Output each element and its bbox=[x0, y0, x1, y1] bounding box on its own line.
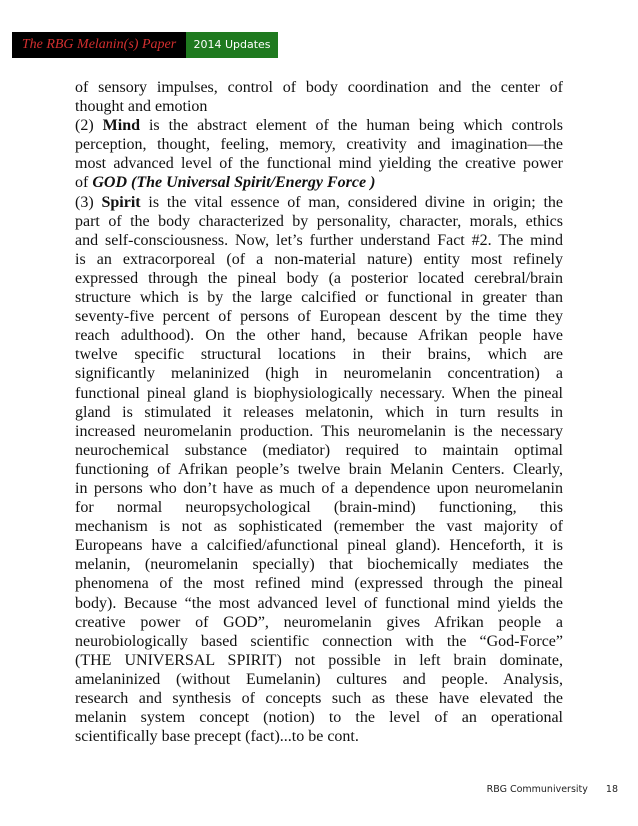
text-line bbox=[75, 613, 563, 632]
text-run: melanin, (neuromelanin specially) that biochemically mediates the bbox=[75, 556, 563, 574]
text-line bbox=[75, 326, 563, 345]
text-run: neurochemical substance (mediator) required to maintain optimal bbox=[75, 441, 563, 459]
text-line bbox=[75, 594, 563, 613]
text-run: creative power of GOD”, neuromelanin gives Afrikan people a bbox=[75, 613, 563, 631]
text-run: research and synthesis of concepts such as these have elevated the bbox=[75, 690, 563, 707]
text-run: in persons who don’t have as much of a dependence upon neuromelanin bbox=[75, 479, 563, 497]
god-phrase: GOD (The Universal Spirit/Energy Force ) bbox=[92, 174, 376, 192]
text-run: neurobiologically based scientific connection with the “God-Force” bbox=[75, 632, 563, 650]
text-line bbox=[75, 536, 563, 555]
text-run: Europeans have a calcified/afunctional pineal gland). Henceforth, it is bbox=[75, 537, 563, 555]
text-run: (THE UNIVERSAL SPIRIT) not possible in left brain dominate, bbox=[75, 651, 563, 669]
text-run: expressed through the pineal body (a posterior located cerebral/brain bbox=[75, 269, 563, 287]
text-line bbox=[75, 422, 563, 441]
text-run: most advanced level of the functional mind yielding the creative power bbox=[75, 155, 563, 173]
text-line bbox=[75, 231, 563, 250]
text-line bbox=[75, 135, 563, 154]
header-tags bbox=[12, 32, 278, 58]
text-line bbox=[75, 269, 563, 288]
page-number: 18 bbox=[605, 784, 618, 795]
updates-tag: 2014 Updates bbox=[186, 32, 278, 58]
text-line bbox=[75, 212, 563, 231]
text-line bbox=[75, 154, 563, 173]
text-run: (3) bbox=[75, 193, 102, 211]
text-line bbox=[75, 574, 563, 593]
text-run: seventy-five percent of persons of European descent by the time they bbox=[75, 308, 563, 326]
text-run: functioning of Afrikan people’s twelve brain Melanin Centers. Clearly, bbox=[75, 460, 563, 478]
text-run: for normal neuropsychological (brain-mind) functioning, this bbox=[75, 499, 563, 517]
term-spirit: Spirit bbox=[101, 193, 141, 211]
text-line bbox=[75, 345, 563, 364]
text-run: scientifically base precept (fact)...to be cont. bbox=[75, 728, 359, 746]
text-run: functional pineal gland is biophysiologically necessary. When the pineal bbox=[75, 384, 563, 402]
text-run: melanin system concept (notion) to the level of an operational bbox=[75, 709, 563, 727]
text-run: structure which is by the large calcified or functional in greater than bbox=[75, 289, 563, 307]
text-line bbox=[75, 689, 563, 708]
text-run: phenomena of the most refined mind (expressed through the pineal bbox=[75, 575, 563, 593]
footer-site-name: RBG Communiversity bbox=[486, 784, 588, 795]
text-run: reach adulthood). On the other hand, because Afrikan people have bbox=[75, 327, 563, 345]
body-text bbox=[75, 78, 563, 746]
text-run: twelve specific structural locations in their brains, which are bbox=[75, 346, 563, 364]
text-run: and self-consciousness. Now, let’s further understand Fact #2. The mind bbox=[75, 231, 563, 249]
text-line bbox=[75, 460, 563, 479]
text-line bbox=[75, 708, 563, 727]
text-run: of sensory impulses, control of body coordination and the center of bbox=[75, 79, 563, 96]
text-run: mechanism is not as sophisticated (remember the vast majority of bbox=[75, 518, 563, 536]
text-run: is the vital essence of man, considered divine in origin; the bbox=[140, 193, 564, 211]
text-run: gland is stimulated it releases melatonin, which in turn results in bbox=[75, 403, 563, 421]
text-line bbox=[75, 555, 563, 574]
text-line bbox=[75, 250, 563, 269]
text-line bbox=[75, 173, 563, 192]
text-run: body). Because “the most advanced level of functional mind yields the bbox=[75, 594, 563, 612]
text-line bbox=[75, 384, 563, 403]
text-line bbox=[75, 441, 563, 460]
text-line bbox=[75, 403, 563, 422]
text-run: increased neuromelanin production. This neuromelanin is the necessary bbox=[75, 422, 563, 440]
text-line bbox=[75, 670, 563, 689]
text-line bbox=[75, 78, 563, 97]
text-run: (2) bbox=[75, 117, 103, 135]
text-run: is an extracorporeal (of a non-material nature) entity most refinely bbox=[75, 250, 563, 268]
text-line bbox=[75, 632, 563, 651]
text-line bbox=[75, 97, 563, 116]
text-line bbox=[75, 517, 563, 536]
paper-title-tag: The RBG Melanin(s) Paper bbox=[12, 32, 186, 58]
text-line bbox=[75, 479, 563, 498]
text-run: amelaninized (without Eumelanin) cultures and people. Analysis, bbox=[75, 670, 563, 688]
text-line bbox=[75, 116, 563, 135]
text-line bbox=[75, 288, 563, 307]
text-line bbox=[75, 727, 563, 746]
page-footer bbox=[487, 784, 618, 795]
text-run: perception, thought, feeling, memory, creativity and imagination—the bbox=[75, 136, 563, 154]
text-line bbox=[75, 651, 563, 670]
text-line bbox=[75, 364, 563, 383]
text-run: part of the body characterized by personality, character, morals, ethics bbox=[75, 212, 563, 230]
text-run: of bbox=[75, 174, 93, 192]
term-mind: Mind bbox=[102, 117, 140, 135]
text-run: is the abstract element of the human being which controls bbox=[139, 117, 563, 135]
text-line bbox=[75, 498, 563, 517]
text-line bbox=[75, 307, 563, 326]
text-run: significantly melaninized (high in neuromelanin concentration) a bbox=[75, 365, 563, 383]
text-line bbox=[75, 193, 563, 212]
text-run: thought and emotion bbox=[75, 98, 208, 116]
